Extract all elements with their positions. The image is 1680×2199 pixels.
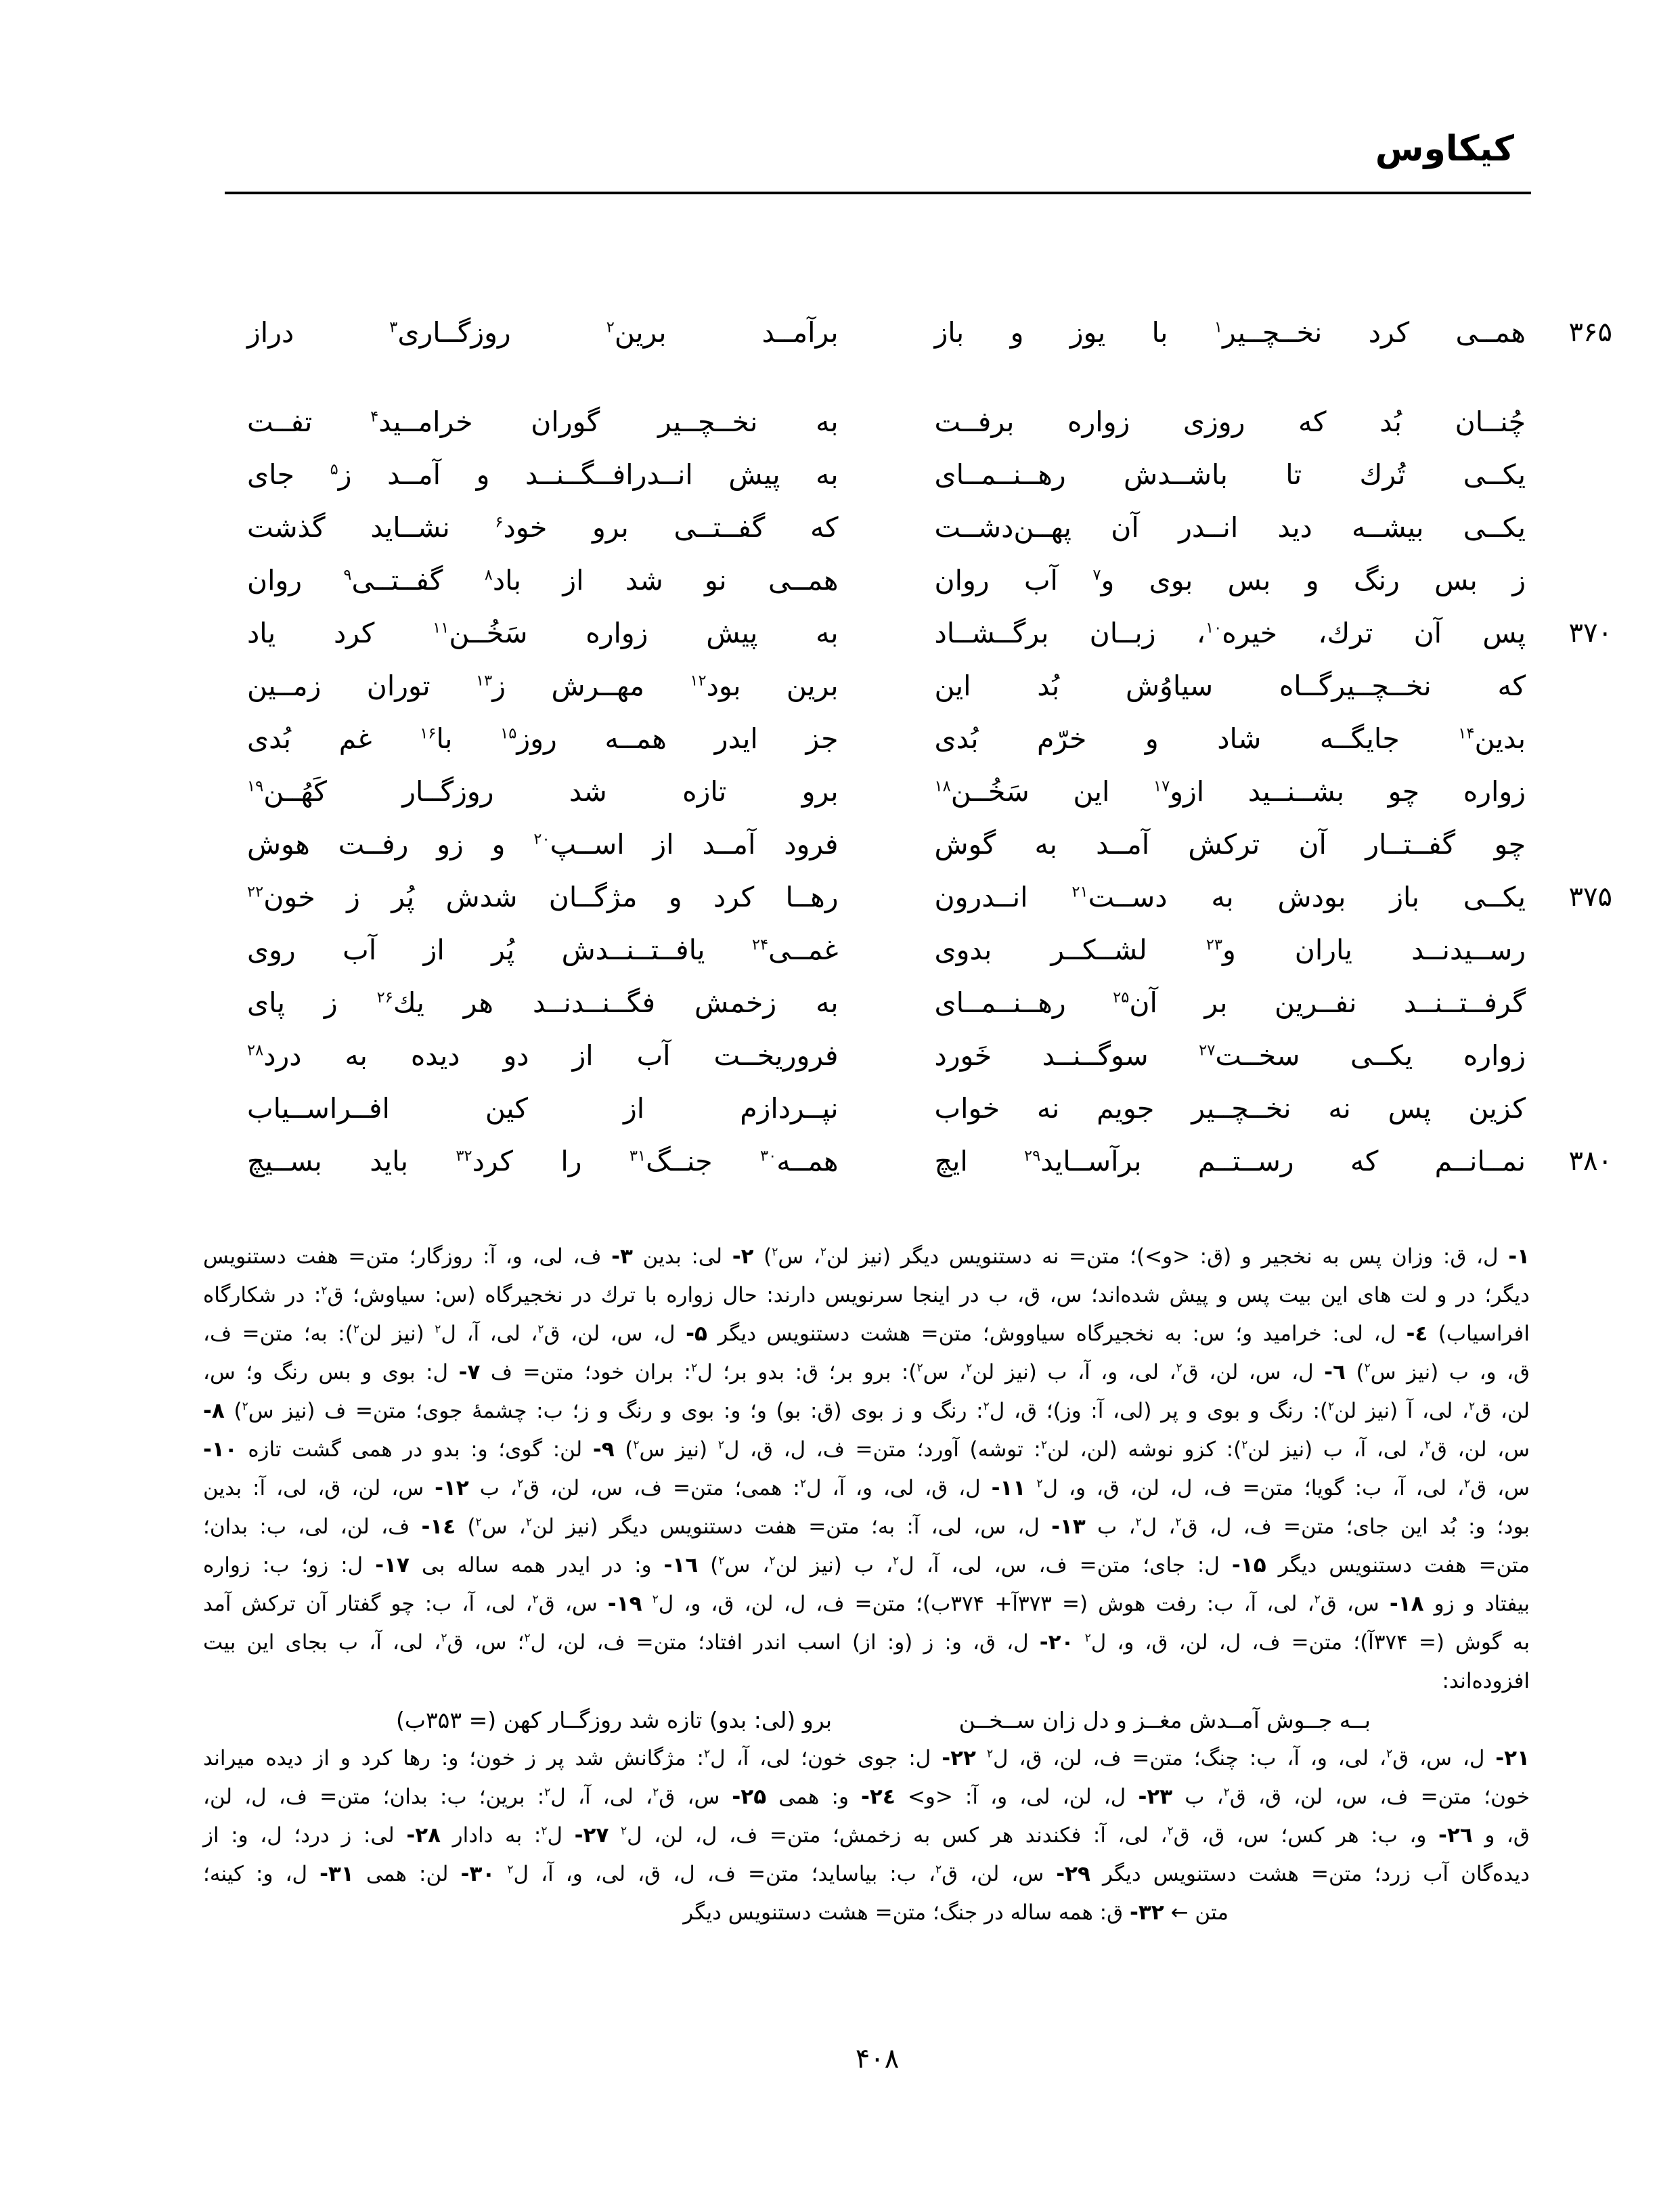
added-verse-left: برو (لی: بدو) تازه شد روزگــار کهن (= ۳۵۳ب) <box>396 1707 833 1733</box>
footnote-line: س، لن، ق$^۲$، لی، آ، ب (نیز لن$^۲$): کزو نوشه (لن، لن$^۲$: توشه) آورد؛ متن= ف، ل، ق، ل$^۲$ (نیز س$^۲$) ۹- لن: گوی؛ و: بدو در همی گشت تازه ۱۰- <box>203 1437 1530 1462</box>
hemistich-right: همــی کرد نخــچــیر$^۱$ با یوز و باز <box>934 316 1526 349</box>
footnote-marker: ۱۰ <box>1205 619 1222 637</box>
footnote-marker: ۲ <box>441 1631 447 1645</box>
footnote-line: لن، ق$^۲$، لی، آ (نیز لن$^۲$): رنگ و بوی و پر (لی، آ: وز)؛ ق، ل$^۲$: رنگ و ز بوی (ق: بو) و؛ و: بوی و رنگ و ز؛ ب: چشمهٔ جوی؛ متن= ف (نیز س$^۲$) ۸- <box>203 1399 1530 1423</box>
footnote-marker: ۱۱ <box>433 619 449 637</box>
continuation-label: افزوده‌اند: <box>1442 1669 1530 1693</box>
hemistich-right: بدین$^{۱۴}$ جایگــه شاد و خرّم بُدی <box>934 722 1526 755</box>
footnote-marker: ۲ <box>507 1863 514 1877</box>
footnote-marker: ۴ <box>370 408 379 426</box>
hemistich-left: به زخمش فگــنــدنــد هر یك$^{۲۶}$ ز پای <box>247 986 839 1019</box>
footnote-marker: ۲ <box>475 1515 482 1529</box>
hemistich-left: به پیش انــدرافــگــنــد و آمــد ز$^۵$ جای <box>247 458 839 491</box>
hemistich-right: که نخــچــیرگــاه سیاوُش بُد این <box>934 670 1526 702</box>
page-number: ۴۰۸ <box>855 2043 900 2074</box>
verse-row <box>247 395 1612 448</box>
footnote-marker: ۲ <box>916 1361 923 1375</box>
footnote-line: به گوش (= ۳۷۴آ)؛ متن= ف، ل، لن، ق، و، ل$^۲$ ۲۰- ل، ق، و: ز (و: از) اسب اندر افتاد؛ متن= ف، لن، ل$^۲$؛ س، ق$^۲$، لی، آ، ب بجای این بیت <box>203 1630 1530 1655</box>
footnote-marker: ۲ <box>1241 1438 1248 1452</box>
footnote-marker: ۲ <box>516 1477 524 1491</box>
verse-row <box>247 306 1612 359</box>
footnote-marker: ۲ <box>606 318 615 336</box>
footnote-marker: ۱۲ <box>690 672 707 690</box>
footnote-marker: ۸ <box>484 566 493 584</box>
hemistich-left: برآمــد برین$^۲$ روزگــاری$^۳$ دراز <box>247 316 839 349</box>
footnote-marker: ۲۲ <box>247 883 264 901</box>
footnote-marker: ۲ <box>1314 1592 1321 1607</box>
added-verse <box>203 1701 1530 1739</box>
hemistich-right: زواره یکــی سخــت$^{۲۷}$ سوگــنــد خَورد <box>934 1039 1526 1072</box>
footnote-marker: ۱۸ <box>934 777 951 796</box>
footnote-marker: ۲۴ <box>751 936 769 954</box>
footnote-marker: ۲ <box>1040 1438 1048 1452</box>
footnote-marker: ۲ <box>769 1554 776 1568</box>
footnote-marker: ۲ <box>242 1399 248 1414</box>
footnote-line: ق، و ۲٦- و، ب: هر کس؛ س، ق، ق$^۲$، لی، آ: فکندند هر کس به زخمش؛ متن= ف، ل، لن، ل$^۲$ ۲۷- ل$^۲$: به دادار ۲۸- لی: ز درد؛ ل، و: از <box>203 1823 1530 1848</box>
hemistich-left: برو تازه شد روزگــار کَهُــن$^{۱۹}$ <box>247 775 839 808</box>
verse-row <box>247 448 1612 501</box>
hemistich-left: همــی نو شد از باد$^۸$ گفــتــی$^۹$ روان <box>247 564 839 596</box>
footnote-marker: ۲ <box>718 1554 725 1568</box>
hemistich-left: نپــردازم از کین افــراســیاب <box>247 1092 839 1125</box>
footnote-line: ۱- ل، ق: وزان پس به نخجیر و (ق: <و>)؛ متن= نه دستنویس دیگر (نیز لن$^۲$، س$^۲$) ۲- لی: بدین ۳- ف، لی، و، آ: روزگار؛ متن= هفت دستنویس <box>203 1244 1530 1269</box>
hemistich-left: که گفــتــی برو خود$^۶$ نشــاید گذشت <box>247 511 839 544</box>
footnote-marker: ۱۳ <box>476 672 493 690</box>
footnote-marker: ۲ <box>652 1592 659 1607</box>
footnote-marker: ۲ <box>537 1322 544 1336</box>
chapter-title: کیکاوس <box>1375 129 1514 169</box>
hemistich-left: همــه$^{۳۰}$ جنــگ$^{۳۱}$ را کرد$^{۳۲}$ باید بســیچ <box>247 1145 839 1177</box>
hemistich-left: برین بود$^{۱۲}$ مهــرش ز$^{۱۳}$ توران زمــین <box>247 670 839 702</box>
hemistich-right: یکــی بیشــه دید انــدر آن پهــن‌دشــت <box>934 511 1526 544</box>
footnote-marker: ۲ <box>1424 1438 1431 1452</box>
verse-row <box>247 765 1612 818</box>
added-verse-right: بــه جــوش آمــدش مغــز و دل زان ســخــن <box>958 1707 1371 1733</box>
footnote-marker: ۲۱ <box>1071 883 1088 901</box>
footnote-line: افراسیاب) ٤- ل، لی: خرامید و؛ س: به نخجیرگاه سیاووش؛ متن= هشت دستنویس دیگر ۵- ل، س، لن، ق$^۲$، لی، آ، ل$^۲$ (نیز لن$^۲$): به؛ متن= ف، <box>203 1322 1530 1346</box>
footnote-marker: ۲ <box>541 1824 548 1838</box>
footnote-marker: ۹ <box>343 566 352 584</box>
footnote-line: دیده‌گان آب زرد؛ متن= هشت دستنویس دیگر ۲۹- س، لن، ق$^۲$، ب: بیاساید؛ متن= ف، ل، ق، لی، و، آ، ل$^۲$ ۳۰- لن: همی ۳۱- ل، و: کینه؛ <box>203 1862 1530 1886</box>
footnote-marker: ۲ <box>772 1245 778 1259</box>
footnote-marker: ۲ <box>1364 1361 1371 1375</box>
footnote-marker: ۷ <box>1092 566 1101 584</box>
footnote-marker: ۳۰ <box>759 1147 777 1165</box>
footnote-marker: ۲ <box>321 1284 328 1298</box>
footnote-marker: ۲۸ <box>247 1041 264 1060</box>
verse-row <box>247 1029 1612 1082</box>
footnote-marker: ۲۳ <box>1206 936 1222 954</box>
hemistich-left: فروریخــت آب از دو دیده به درد$^{۲۸}$ <box>247 1039 839 1072</box>
footnote-marker: ۱۴ <box>1458 724 1475 743</box>
footnote-marker: ۲ <box>966 1361 973 1375</box>
footnote-marker: ۲ <box>1463 1477 1471 1491</box>
verse-row <box>247 871 1612 923</box>
footnote-marker: ۱ <box>1214 318 1222 336</box>
footnote-marker: ۲ <box>1176 1361 1182 1375</box>
hemistich-right: نمــانــم که رســتــم برآســاید$^{۲۹}$ ایچ <box>934 1145 1526 1177</box>
hemistich-right: چُنــان بُد که روزی زواره برفــت <box>934 406 1526 438</box>
footnote-marker: ۲ <box>893 1554 900 1568</box>
footnote-marker: ۲۷ <box>1199 1041 1216 1060</box>
footnote-marker: ۱۶ <box>420 724 437 743</box>
verse-row <box>247 659 1612 712</box>
footnotes <box>203 1238 1530 1932</box>
hemistich-right: ز بس رنگ و بس بوی و$^۷$ آب روان <box>934 564 1526 596</box>
footnote-marker: ۲ <box>524 1631 531 1645</box>
hemistich-left: به پیش زواره سَخُــن$^{۱۱}$ کرد یاد <box>247 617 839 649</box>
footnote-marker: ۲ <box>653 1785 659 1800</box>
footnote-marker: ۲ <box>1036 1477 1043 1491</box>
footnote-marker: ۲ <box>1084 1631 1091 1645</box>
footnote-marker: ۲ <box>935 1863 942 1877</box>
footnote-line: خون؛ متن= ف، س، لن، ق، ق$^۲$، ب ۲۳- ل، لن، لی، و، آ: <و> ۲٤- و: همی ۲۵- س، ق$^۲$، لی، آ، ل$^۲$: برین؛ ب: بدان؛ متن= ف، ل، لن، <box>203 1785 1530 1809</box>
hemistich-left: جز ایدر همــه روز$^{۱۵}$ با$^{۱۶}$ غم بُدی <box>247 722 839 755</box>
footnote-marker: ۲ <box>1175 1515 1182 1529</box>
footnote-marker: ۲ <box>435 1322 441 1336</box>
footnote-line: متن ← ۳۲- ق: همه ساله در جنگ؛ متن= هشت دستنویس دیگر <box>683 1900 1229 1925</box>
hemistich-left: فرود آمــد از اســپ$^{۲۰}$ و زو رفــت هوش <box>247 828 839 861</box>
hemistich-right: زواره چو بشــنــید ازو$^{۱۷}$ این سَخُــن$^{۱۸}$ <box>934 775 1526 808</box>
footnote-lines-before <box>203 1238 1530 1662</box>
footnote-marker: ۲۹ <box>1024 1147 1041 1165</box>
footnote-line: س، ق$^۲$، لی، آ، ب: گویا؛ متن= ف، ل، لن، ق، و، ل$^۲$ ۱۱- ل، ق، لی، و، آ، ل$^۲$: همی؛ متن= ف، س، لن، ق$^۲$، ب ۱۲- س، لن، ق، لی، آ: بدین <box>203 1476 1530 1500</box>
poem <box>247 306 1612 1188</box>
footnote-marker: ۲ <box>690 1361 698 1375</box>
footnote-marker: ۲ <box>1223 1785 1230 1800</box>
footnote-marker: ۲۵ <box>1113 988 1130 1007</box>
footnote-line: بیفتاد و زو ۱۸- س، ق$^۲$، لی، آ، ب: رفت هوش (= ۳۷۳آ+ ۳۷۴ب)؛ متن= ف، ل، لن، ق، و، ل$^۲$ ۱۹- س، ق$^۲$، لی، آ، ب: چو گفتار آن ترکش آمد <box>203 1592 1530 1616</box>
footnote-marker: ۲۶ <box>376 988 393 1007</box>
footnote-line: دیگر؛ در و لت های این بیت پس و پیش شده‌اند؛ س، ق، ب در اینجا سرنویس دارند: حال زواره با ترك در نخجیرگاه (س: سیاوش؛ ق$^۲$: در شکارگاه <box>203 1283 1530 1307</box>
verse-row <box>247 554 1612 607</box>
footnote-marker: ۲ <box>986 1747 994 1761</box>
footnote-marker: ۲ <box>799 1477 806 1491</box>
footnote-marker: ۲ <box>525 1515 532 1529</box>
verse-row <box>247 818 1612 871</box>
verse-number: ۳۷۵ <box>1568 881 1612 913</box>
footnote-marker: ۵ <box>330 460 338 479</box>
footnote-marker: ۲ <box>983 1399 990 1414</box>
hemistich-left: غمــی$^{۲۴}$ یافــتــنــدش پُر از آب روی <box>247 934 839 966</box>
footnote-marker: ۲ <box>353 1322 360 1336</box>
footnote-marker: ۳۲ <box>456 1147 472 1165</box>
verse-row <box>247 1135 1612 1188</box>
footnote-marker: ۳ <box>389 318 398 336</box>
verse-row <box>247 976 1612 1029</box>
verse-row <box>247 923 1612 976</box>
footnote-marker: ۲ <box>704 1747 711 1761</box>
header-rule <box>225 192 1531 194</box>
footnote-marker: ۲ <box>620 1824 627 1838</box>
footnote-marker: ۲ <box>544 1785 551 1800</box>
footnote-marker: ۲ <box>1469 1399 1476 1414</box>
footnote-line: ق، و، ب (نیز س$^۲$) ٦- ل، س، لن، ق$^۲$، لی، و، آ، ب (نیز لن$^۲$، س$^۲$): برو بر؛ ق: بدو بر؛ ل$^۲$: بران خود؛ متن= ف ۷- ل: بوی و بس رنگ و؛ س، <box>203 1360 1530 1385</box>
footnote-marker: ۲ <box>1328 1399 1335 1414</box>
footnote-marker: ۱۵ <box>500 724 517 743</box>
footnote-marker: ۲ <box>717 1438 724 1452</box>
verse-row <box>247 607 1612 659</box>
verse-row <box>247 712 1612 765</box>
footnote-line: ۲۱- ل، س، ق$^۲$، لی، و، آ، ب: چنگ؛ متن= ف، لن، ق، ل$^۲$ ۲۲- ل: جوی خون؛ لی، آ، ل$^۲$: مژگانش شد پر ز خون؛ و: رها کرد و از دیده میراند <box>203 1746 1530 1770</box>
footnote-marker: ۲ <box>1167 1824 1174 1838</box>
hemistich-right: چو گفــتــار آن ترکش آمــد به گوش <box>934 828 1526 861</box>
verse-number: ۳۶۵ <box>1568 317 1612 348</box>
verse-number: ۳۷۰ <box>1568 617 1612 649</box>
verse-row <box>247 501 1612 554</box>
hemistich-right: رســیدنــد یاران و$^{۲۳}$ لشــکــر بدوی <box>934 934 1526 966</box>
footnote-marker: ۲ <box>633 1438 640 1452</box>
footnote-line: بود؛ و: بُد این جای؛ متن= ف، ل، ق$^۲$، ل$^۲$، ب ۱۳- ل، س، لی، آ: به؛ متن= هفت دستنویس دیگر (نیز لن$^۲$، س$^۲$) ۱٤- ف، لن، لی، ب: بدان؛ <box>203 1515 1530 1539</box>
hemistich-left: به نخــچــیر گوران خرامــید$^۴$ تفــت <box>247 406 839 438</box>
footnote-marker: ۳۱ <box>629 1147 646 1165</box>
footnote-marker: ۲ <box>820 1245 827 1259</box>
footnote-marker: ۲ <box>1135 1515 1142 1529</box>
hemistich-right: یکــی تُرك تا باشــدش رهــنــمــای <box>934 458 1526 491</box>
footnote-marker: ۲ <box>1386 1747 1393 1761</box>
hemistich-right: گرفــتــنــد نفــرین بر آن$^{۲۵}$ رهــنــمــای <box>934 986 1526 1019</box>
verse-number: ۳۸۰ <box>1568 1146 1612 1177</box>
hemistich-right: پس آن ترك، خیره$^{۱۰}$، زبــان برگــشــاد <box>934 617 1526 649</box>
footnote-marker: ۱۷ <box>1153 777 1170 796</box>
footnote-line: متن= هفت دستنویس دیگر ۱۵- ل: جای؛ متن= ف، س، لی، آ، ل$^۲$، ب (نیز لن$^۲$، س$^۲$) ۱٦- و: در ایدر همه ساله بی ۱۷- ل: زو؛ ب: زواره <box>203 1553 1530 1577</box>
footnote-lines-after <box>203 1739 1530 1932</box>
footnote-marker: ۲ <box>532 1592 539 1607</box>
verse-row <box>247 1082 1612 1135</box>
footnote-marker: ۶ <box>495 513 504 531</box>
footnote-marker: ۲۰ <box>533 830 550 848</box>
hemistich-right: کزین پس نه نخــچــیر جویم نه خواب <box>934 1092 1526 1125</box>
footnote-marker: ۱۹ <box>247 777 264 796</box>
hemistich-right: یکــی باز بودش به دســت$^{۲۱}$ انــدرون <box>934 881 1526 913</box>
hemistich-left: رهــا کرد و مژگــان شدش پُر ز خون$^{۲۲}$ <box>247 881 839 913</box>
